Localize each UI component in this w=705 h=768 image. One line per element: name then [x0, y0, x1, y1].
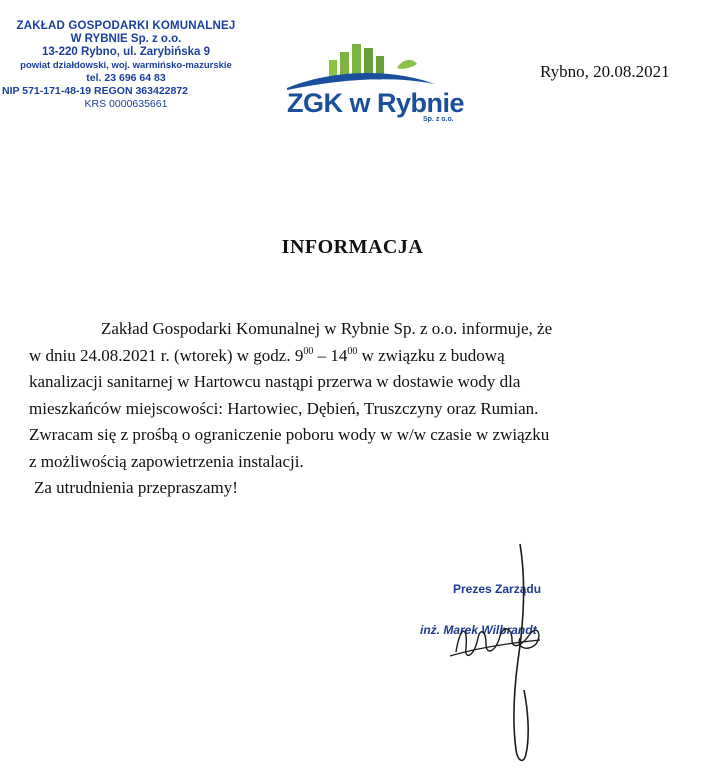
- stamp-line: KRS 0000635661: [84, 98, 168, 110]
- body-line: z możliwością zapowietrzenia instalacji.: [29, 451, 304, 471]
- company-logo: [285, 38, 465, 128]
- signature-role: Prezes Zarządu: [453, 582, 542, 596]
- stamp-line: tel. 23 696 64 83: [86, 72, 166, 84]
- superscript: 00: [303, 345, 314, 357]
- stamp-line: W RYBNIE Sp. z o.o.: [70, 33, 182, 45]
- body-text: – 14: [313, 345, 348, 365]
- document-body: [29, 316, 679, 502]
- leaf-icon: [397, 60, 417, 69]
- body-line: mieszkańców miejscowości: Hartowiec, Dębień, Truszczyny oraz Rumian.: [29, 398, 539, 418]
- stamp-line: NIP 571-171-48-19 REGON 363422872: [2, 85, 189, 97]
- body-line: Zwracam się z prośbą o ograniczenie poboru wody w w/w czasie w związku: [29, 425, 550, 444]
- signature-name: inż. Marek Wilbrandt: [420, 623, 537, 637]
- body-line: kanalizacji sanitarnej w Hartowcu nastąpi przerwa w dostawie wody dla: [29, 372, 521, 391]
- handwritten-signature: [420, 540, 620, 768]
- logo-subtitle: Sp. z o.o.: [423, 116, 454, 123]
- document-date: Rybno, 20.08.2021: [540, 62, 670, 81]
- stamp-line: powiat działdowski, woj. warmińsko-mazurskie: [20, 60, 232, 71]
- signature-block: [420, 540, 620, 768]
- closing-line: Za utrudnienia przepraszamy!: [34, 478, 238, 497]
- body-line: [29, 343, 679, 370]
- body-text: w związku z budową: [357, 345, 505, 365]
- logo-bar: [376, 56, 384, 76]
- company-stamp: [2, 20, 250, 111]
- body-text: w dniu 24.08.2021 r. (wtorek) w godz. 9: [29, 345, 304, 365]
- logo-name: ZGK w Rybnie: [287, 88, 465, 118]
- stamp-line: ZAKŁAD GOSPODARKI KOMUNALNEJ: [16, 20, 236, 32]
- signature-stroke: [514, 544, 528, 760]
- document-title: INFORMACJA: [281, 236, 424, 258]
- superscript: 00: [347, 345, 358, 357]
- stamp-line: 13-220 Rybno, ul. Zarybińska 9: [41, 46, 211, 58]
- body-line: Zakład Gospodarki Komunalnej w Rybnie Sp. z o.o. informuje, że: [101, 319, 553, 338]
